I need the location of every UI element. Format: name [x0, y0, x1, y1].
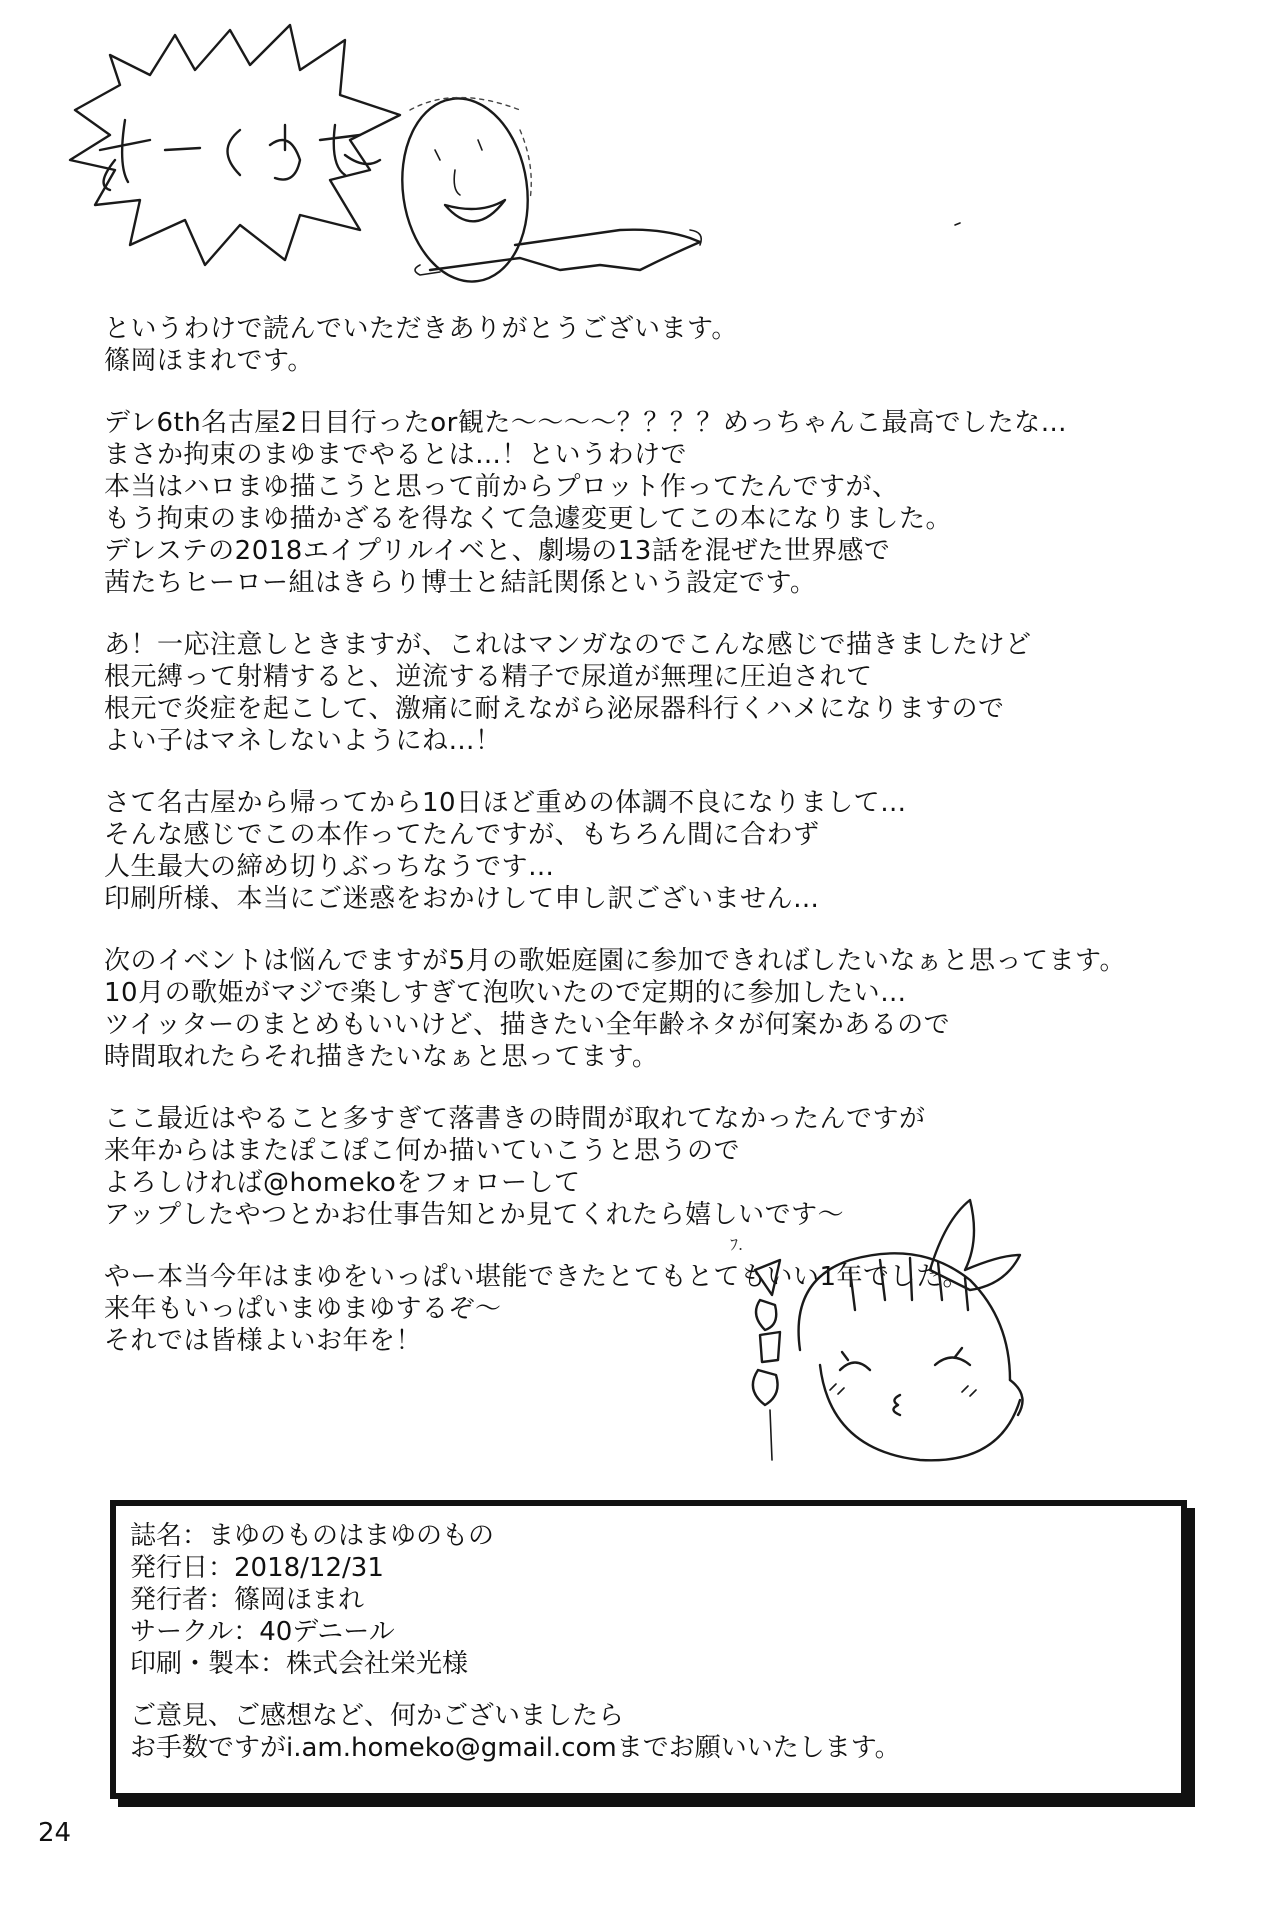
- afterword-line: アップしたやつとかお仕事告知とか見てくれたら嬉しいです～: [104, 1200, 845, 1230]
- colophon-contact-line-2: お手数ですがi.am.homeko@gmail.comまでお願いいたします。: [130, 1733, 901, 1763]
- afterword-line: 篠岡ほまれです。: [104, 346, 314, 376]
- page-number: 24: [38, 1818, 72, 1848]
- afterword-line: よろしければ@homekoをフォローして: [104, 1168, 581, 1198]
- afterword-line: そんな感じでこの本作ってたんですが、もちろん間に合わず: [104, 820, 820, 850]
- colophon-printer: 印刷・製本：株式会社栄光様: [130, 1649, 469, 1679]
- afterword-line: ここ最近はやること多すぎて落書きの時間が取れてなかったんですが: [104, 1104, 926, 1134]
- afterword-line: まさか拘束のまゆまでやるとは…！というわけで: [104, 440, 688, 470]
- afterword-line: 次のイベントは悩んでますが5月の歌姫庭園に参加できればしたいなぁと思ってます。: [104, 946, 1126, 976]
- afterword-line: 10月の歌姫がマジで楽しすぎて泡吹いたので定期的に参加したい…: [104, 978, 907, 1008]
- afterword-paragraph: [104, 313, 1184, 377]
- afterword-line: というわけで読んでいただきありがとうございます。: [104, 314, 738, 344]
- afterword-paragraph: [104, 787, 1184, 915]
- afterword-line: 来年からはまたぽこぽこ何か描いていこうと思うので: [104, 1136, 741, 1166]
- afterword-paragraph: [104, 945, 1184, 1073]
- afterword-line: あ！一応注意しときますが、これはマンガなのでこんな感じで描きましたけど: [104, 630, 1032, 660]
- afterword-line: もう拘束のまゆ描かざるを得なくて急遽変更してこの本になりました。: [104, 504, 953, 534]
- svg-text:ﾌ.: ﾌ.: [730, 1235, 744, 1254]
- afterword-paragraph: [104, 629, 1184, 757]
- smiling-girl-with-ribbon-sketch-icon: [680, 1160, 1100, 1490]
- afterword-line: 来年もいっぱいまゆまゆするぞ～: [104, 1294, 502, 1324]
- afterword-line: よい子はマネしないようにね…！: [104, 726, 502, 756]
- speech-bubble-and-lying-figure-sketch-icon: [0, 0, 1280, 300]
- afterword-line: ツイッターのまとめもいいけど、描きたい全年齢ネタが何案かあるので: [104, 1010, 951, 1040]
- afterword-line: デレ6th名古屋2日目行ったor観た～～～～？？？？めっちゃんこ最高でしたな…: [104, 408, 1068, 438]
- afterword-line: 茜たちヒーロー組はきらり博士と結託関係という設定です。: [104, 568, 817, 598]
- afterword-paragraph: [104, 407, 1184, 599]
- colophon-title: 誌名：まゆのものはまゆのもの: [130, 1521, 495, 1551]
- afterword-line: さて名古屋から帰ってから10日ほど重めの体調不良になりまして…: [104, 788, 907, 818]
- afterword-line: 人生最大の締め切りぶっちなうです…: [104, 852, 555, 882]
- afterword-line: 根元で炎症を起こして、激痛に耐えながら泌尿器科行くハメになりますので: [104, 694, 1005, 724]
- colophon-box: [110, 1500, 1187, 1799]
- afterword-line: 根元縛って射精すると、逆流する精子で尿道が無理に圧迫されて: [104, 662, 873, 692]
- afterword-line: 本当はハロまゆ描こうと思って前からプロット作ってたんですが、: [104, 472, 899, 502]
- afterword-line: 時間取れたらそれ描きたいなぁと思ってます。: [104, 1042, 659, 1072]
- afterword-line: 印刷所様、本当にご迷惑をおかけして申し訳ございません…: [104, 884, 820, 914]
- colophon-date: 発行日：2018/12/31: [130, 1553, 384, 1583]
- colophon-contact-line-1: ご意見、ご感想など、何かございましたら: [130, 1701, 625, 1731]
- afterword-line: デレステの2018エイプリルイベと、劇場の13話を混ぜた世界感で: [104, 536, 891, 566]
- colophon-publisher: 発行者：篠岡ほまれ: [130, 1585, 365, 1615]
- afterword-line: やー本当今年はまゆをいっぱい堪能できたとてもとてもいい1年でした。: [104, 1262, 970, 1292]
- afterword-line: それでは皆様よいお年を！: [104, 1326, 423, 1356]
- colophon-circle: サークル：40デニール: [130, 1617, 395, 1647]
